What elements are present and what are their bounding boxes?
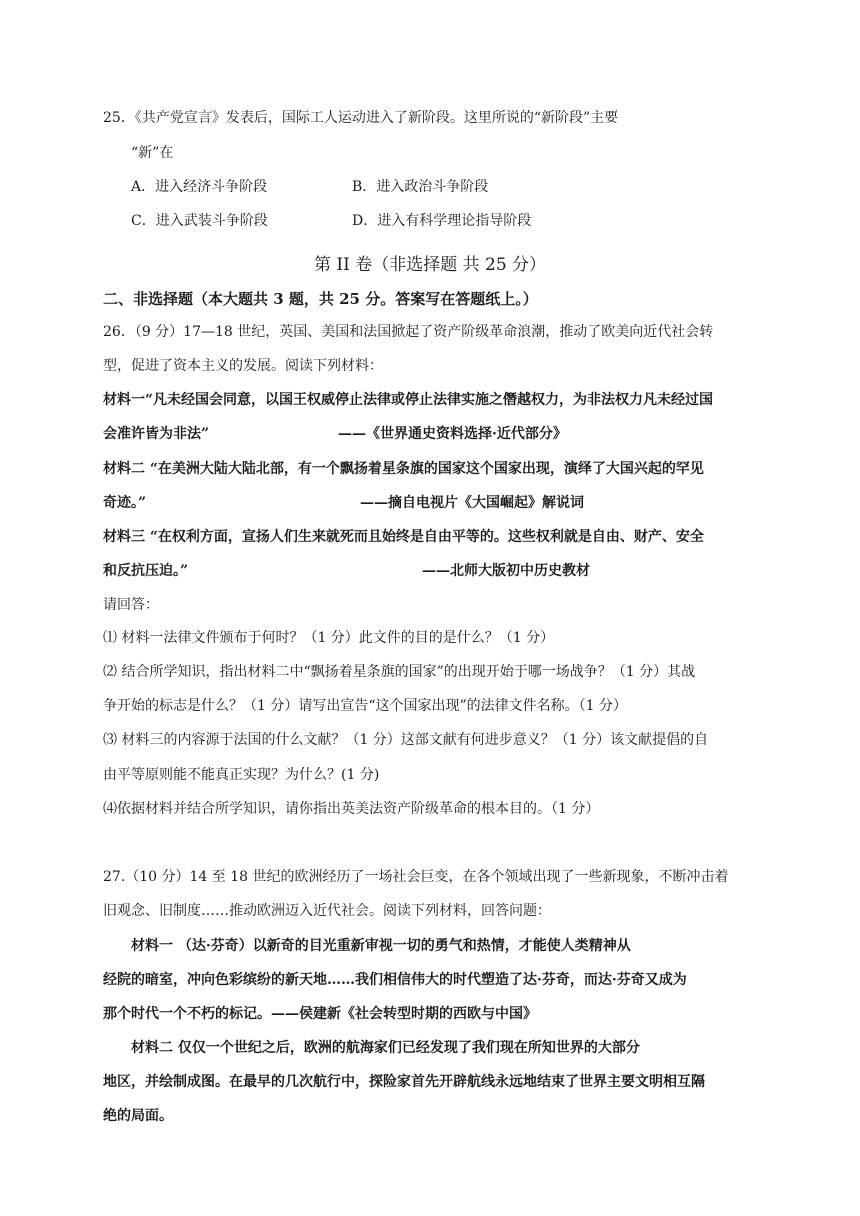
q25-option-b: B．进入政治斗争阶段 [352, 179, 489, 195]
q26-material2-line2a: 奇迹。” [103, 495, 147, 511]
q25-option-a: A．进入经济斗争阶段 [131, 179, 268, 195]
q25-stem-line2: “新”在 [131, 145, 174, 161]
q25-option-d: D．进入有科学理论指导阶段 [352, 213, 532, 229]
q25-option-c: C．进入武装斗争阶段 [131, 213, 268, 229]
q26-subquestion-2-line2: 争开始的标志是什么？（1 分）请写出宣告“这个国家出现”的法律文件名称。（1 分） [103, 698, 628, 714]
q26-material3-line1: 材料三 “在权利方面，宣扬人们生来就死而且始终是自由平等的。这些权利就是自由、财产、安全 [103, 529, 704, 545]
q27-material2-line3: 绝的局面。 [103, 1108, 173, 1124]
q26-subquestion-3-line2: 由平等原则能不能真正实现？为什么？(1 分) [103, 767, 380, 783]
q27-material1-line1: 材料一 （达·芬奇）以新奇的目光重新审视一切的勇气和热情，才能使人类精神从 [131, 938, 631, 954]
q27-intro-line1: 27.（10 分）14 至 18 世纪的欧洲经历了一场社会巨变，在各个领域出现了一些新现象，不断冲击着 [103, 869, 729, 885]
q26-material1-line2a: 会准许皆为非法” [103, 426, 210, 442]
q27-material1-line3: 那个时代一个不朽的标记。——侯建新《社会转型时期的西欧与中国》 [103, 1006, 537, 1022]
q26-ask: 请回答： [103, 597, 159, 613]
q26-subquestion-1: ⑴ 材料一法律文件颁布于何时？（1 分）此文件的目的是什么？（1 分） [103, 630, 555, 646]
q26-intro-line2: 型，促进了资本主义的发展。阅读下列材料： [103, 358, 383, 374]
q26-material3-source: ——北师大版初中历史教材 [422, 563, 590, 579]
q26-subquestion-3-line1: ⑶ 材料三的内容源于法国的什么文献？（1 分）这部文献有何进步意义？（1 分）该文献提倡的自 [103, 732, 709, 748]
q27-material2-line1: 材料二 仅仅一个世纪之后，欧洲的航海家们已经发现了我们现在所知世界的大部分 [131, 1040, 640, 1056]
q26-material1-line1: 材料一“凡未经国会同意，以国王权威停止法律或停止法律实施之僭越权力，为非法权力凡未经过国 [103, 392, 714, 408]
q27-intro-line2: 旧观念、旧制度……推动欧洲迈入近代社会。阅读下列材料，回答问题： [103, 903, 551, 919]
q26-material3-line2a: 和反抗压迫。” [103, 563, 189, 579]
q26-subquestion-2-line1: ⑵ 结合所学知识，指出材料二中“飘扬着星条旗的国家”的出现开始于哪一场战争？（1 分）其战 [103, 664, 696, 680]
q26-subquestion-4: ⑷依据材料并结合所学知识，请你指出英美法资产阶级革命的根本目的。（1 分） [103, 801, 600, 817]
q26-material2-line1: 材料二 “在美洲大陆大陆北部，有一个飘扬着星条旗的国家这个国家出现，演绎了大国兴起的罕见 [103, 461, 704, 477]
q25-stem-line1: 25．《共产党宣言》发表后，国际工人运动进入了新阶段。这里所说的“新阶段”主要 [103, 110, 619, 126]
section2-heading: 二、非选择题（本大题共 3 题，共 25 分。答案写在答题纸上。） [103, 290, 538, 308]
q27-material1-line2: 经院的暗室，冲向色彩缤纷的新天地……我们相信伟大的时代塑造了达·芬奇，而达·芬奇又成为 [103, 972, 687, 988]
q27-material2-line2: 地区，并绘制成图。在最早的几次航行中，探险家首先开辟航线永远地结束了世界主要文明相互隔 [103, 1074, 705, 1090]
q26-intro-line1: 26．（9 分）17—18 世纪，英国、美国和法国掀起了资产阶级革命浪潮，推动了欧美向近代社会转 [103, 324, 714, 340]
q26-material1-source: ——《世界通史资料选择·近代部分》 [338, 426, 567, 442]
part2-title: 第 II 卷（非选择题 共 25 分） [313, 255, 547, 275]
q26-material2-source: ——摘自电视片《大国崛起》解说词 [360, 495, 584, 511]
